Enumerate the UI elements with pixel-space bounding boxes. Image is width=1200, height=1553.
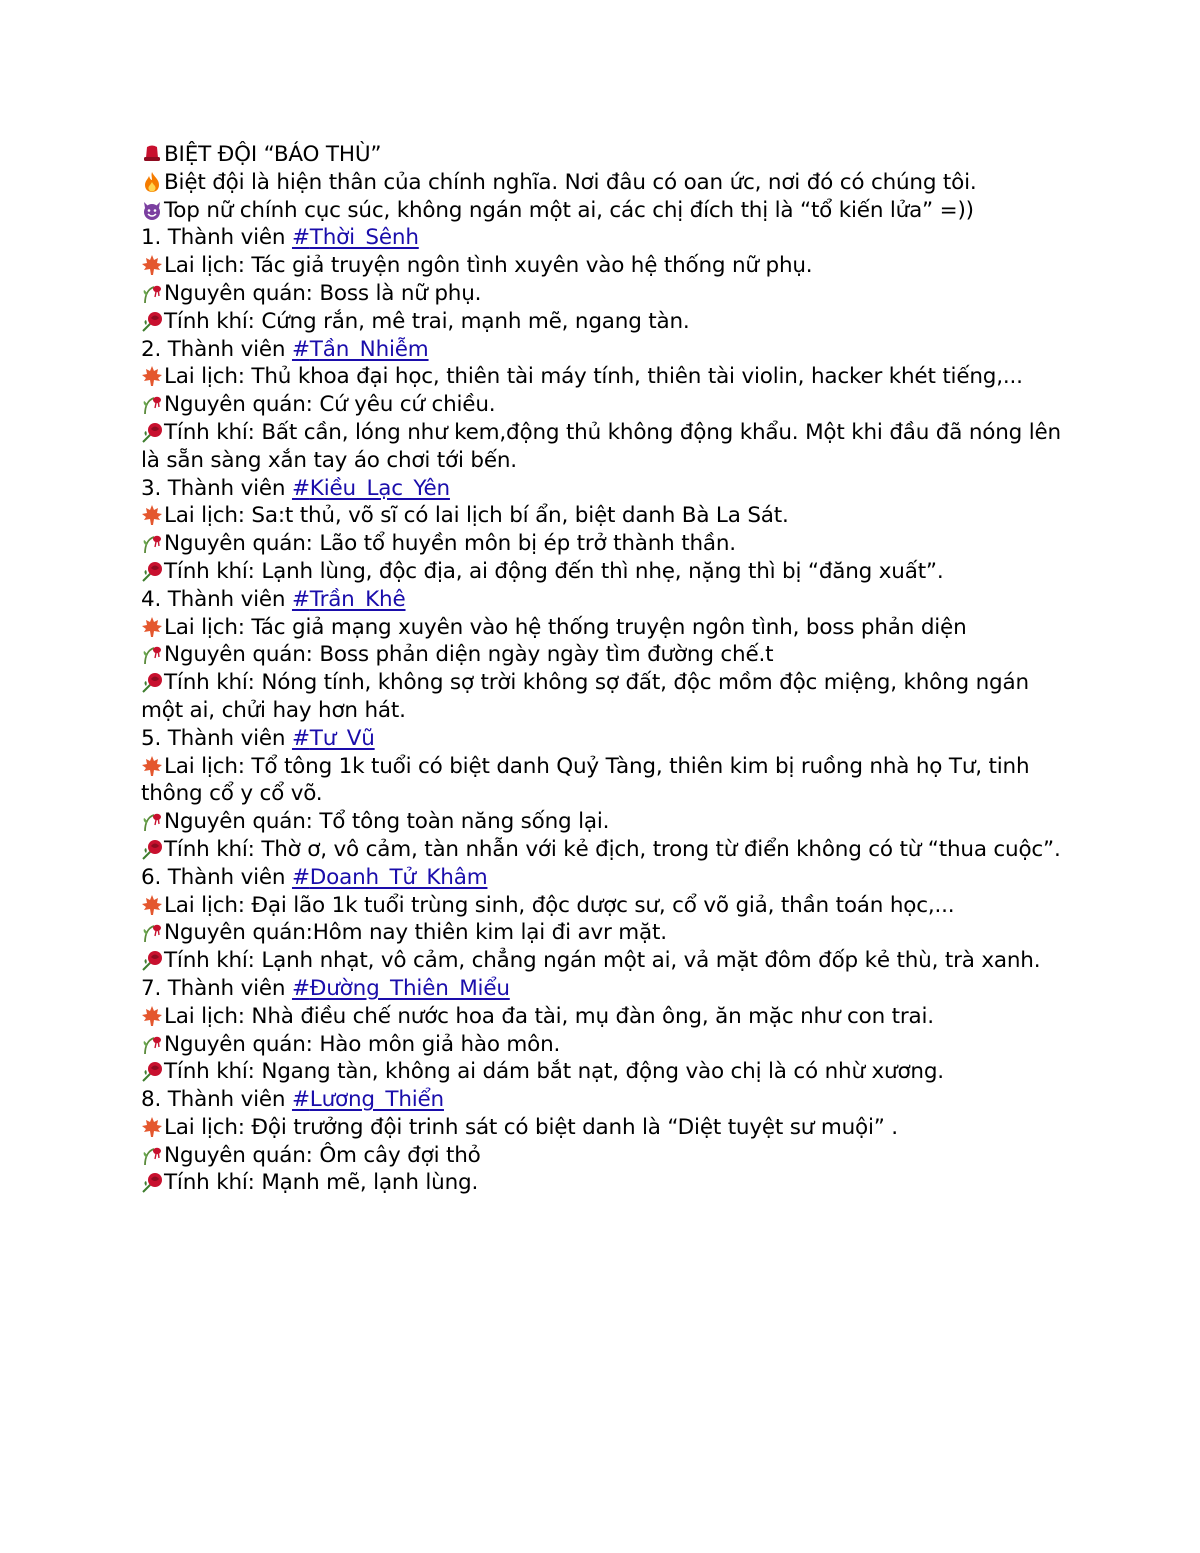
member-tinh-khi-text: Tính khí: Ngang tàn, không ai dám bắt nạt, động vào chị là có nhừ xương. [164,1059,944,1085]
red-rose-icon [141,949,163,971]
member-tinh-khi-text: Tính khí: Bất cần, lóng như kem,động thủ không động khẩu. Một khi đầu đã nóng lên là sẵn sàng xắn tay áo chơi tới bến. [141,419,1061,473]
maple-leaf-icon [141,616,163,638]
member-entry [141,475,1071,586]
member-nguyen-quan [141,280,1071,308]
member-tinh-khi [141,308,1071,336]
member-tinh-khi-text: Tính khí: Cứng rắn, mê trai, mạnh mẽ, ngang tàn. [164,308,690,334]
member-nguyen-quan [141,641,1071,669]
member-entry [141,1086,1071,1197]
document-body [141,141,1071,1197]
intro-line-1 [141,169,1071,197]
member-nguyen-quan-text: Nguyên quán: Lão tổ huyền môn bị ép trở thành thần. [164,531,736,557]
member-tinh-khi [141,947,1071,975]
member-heading-text: 6. Thành viên [141,864,292,890]
member-hashtag-link[interactable]: # Tần_Nhiễm [292,337,429,362]
document-title-text: BIỆT ĐỘI “BÁO THÙ” [164,142,382,167]
member-heading [141,975,1071,1003]
member-nguyen-quan [141,1142,1071,1170]
member-lai-lich-text: Lai lịch: Tác giả truyện ngôn tình xuyên vào hệ thống nữ phụ. [164,253,813,279]
member-heading-text: 8. Thành viên [141,1087,292,1113]
member-entry [141,725,1071,864]
intro-text-2: Top nữ chính cục súc, không ngán một ai, các chị đích thị là “tổ kiến lửa” =)) [164,197,974,223]
member-lai-lich [141,1114,1071,1142]
member-hashtag-link[interactable]: # Kiều_Lạc_Yên [292,476,450,501]
red-hat-icon [141,143,163,165]
member-nguyen-quan [141,808,1071,836]
member-nguyen-quan [141,530,1071,558]
member-lai-lich-text: Lai lịch: Đội trưởng đội trinh sát có biệt danh là “Diệt tuyệt sư muội” . [164,1114,898,1140]
maple-leaf-icon [141,1005,163,1027]
wilted-flower-icon [141,532,163,554]
member-lai-lich [141,363,1071,391]
member-nguyen-quan-text: Nguyên quán:Hôm nay thiên kim lại đi avr mặt. [164,920,667,946]
member-lai-lich [141,1003,1071,1031]
member-tinh-khi-text: Tính khí: Lạnh lùng, độc địa, ai động đến thì nhẹ, nặng thì bị “đăng xuất”. [164,558,944,584]
member-heading-text: 5. Thành viên [141,725,292,751]
member-lai-lich-text: Lai lịch: Tổ tông 1k tuổi có biệt danh Quỷ Tàng, thiên kim bị ruồng nhà họ Tư, tinh thông cổ y cổ võ. [141,753,1030,807]
red-rose-icon [141,310,163,332]
wilted-flower-icon [141,282,163,304]
member-lai-lich-text: Lai lịch: Sa:t thủ, võ sĩ có lai lịch bí ẩn, biệt danh Bà La Sát. [164,503,789,529]
member-tinh-khi [141,1169,1071,1197]
member-nguyen-quan-text: Nguyên quán: Tổ tông toàn năng sống lại. [164,809,610,835]
member-tinh-khi-text: Tính khí: Nóng tính, không sợ trời không sợ đất, độc mồm độc miệng, không ngán một ai, chửi hay hơn hát. [141,670,1029,723]
member-heading [141,725,1071,753]
member-tinh-khi-text: Tính khí: Lạnh nhạt, vô cảm, chẳng ngán một ai, vả mặt đôm đốp kẻ thù, trà xanh. [164,948,1041,974]
maple-leaf-icon [141,254,163,276]
member-nguyen-quan-text: Nguyên quán: Ôm cây đợi thỏ [164,1142,481,1168]
member-heading [141,224,1071,252]
member-tinh-khi-text: Tính khí: Thờ ơ, vô cảm, tàn nhẫn với kẻ địch, trong từ điển không có từ “thua cuộc”. [164,836,1061,862]
maple-leaf-icon [141,755,163,777]
member-lai-lich-text: Lai lịch: Thủ khoa đại học, thiên tài máy tính, thiên tài violin, hacker khét tiếng,... [164,364,1023,390]
member-entry [141,224,1071,335]
fire-icon [141,171,163,193]
red-rose-icon [141,1060,163,1082]
member-hashtag-link[interactable]: # Đường_Thiên_Miểu [292,976,510,1001]
member-heading [141,864,1071,892]
maple-leaf-icon [141,365,163,387]
member-lai-lich-text: Lai lịch: Tác giả mạng xuyên vào hệ thống truyện ngôn tình, boss phản diện [164,614,967,640]
member-lai-lich [141,252,1071,280]
member-heading [141,336,1071,364]
devil-face-icon [141,199,163,221]
member-lai-lich-text: Lai lịch: Đại lão 1k tuổi trùng sinh, độc dược sư, cổ võ giả, thần toán học,... [164,892,955,918]
document-title [141,141,1071,169]
member-lai-lich-text: Lai lịch: Nhà điều chế nước hoa đa tài, mụ đàn ông, ăn mặc như con trai. [164,1003,934,1029]
member-heading-text: 2. Thành viên [141,336,292,362]
member-heading [141,586,1071,614]
red-rose-icon [141,838,163,860]
wilted-flower-icon [141,810,163,832]
member-heading [141,1086,1071,1114]
member-heading-text: 3. Thành viên [141,475,292,501]
member-entry [141,864,1071,975]
member-lai-lich [141,892,1071,920]
member-nguyen-quan-text: Nguyên quán: Cứ yêu cứ chiều. [164,392,496,418]
wilted-flower-icon [141,643,163,665]
intro-text-1: Biệt đội là hiện thân của chính nghĩa. Nơi đâu có oan ức, nơi đó có chúng tôi. [164,169,977,195]
member-nguyen-quan [141,391,1071,419]
member-list [141,224,1071,1197]
member-heading-text: 4. Thành viên [141,586,292,612]
member-tinh-khi [141,419,1071,475]
member-nguyen-quan-text: Nguyên quán: Boss là nữ phụ. [164,280,482,306]
member-hashtag-link[interactable]: # Trần_Khê [292,587,406,612]
member-tinh-khi [141,558,1071,586]
member-heading [141,475,1071,503]
member-nguyen-quan-text: Nguyên quán: Boss phản diện ngày ngày tìm đường chế.t [164,642,774,668]
maple-leaf-icon [141,504,163,526]
member-entry [141,336,1071,475]
member-hashtag-link[interactable]: # Thời_Sênh [292,225,419,250]
intro-line-2 [141,197,1071,225]
member-tinh-khi [141,669,1071,725]
member-heading-text: 1. Thành viên [141,225,292,251]
member-lai-lich [141,614,1071,642]
member-tinh-khi [141,836,1071,864]
member-hashtag-link[interactable]: # Tư_Vũ [292,726,375,751]
red-rose-icon [141,671,163,693]
red-rose-icon [141,560,163,582]
wilted-flower-icon [141,393,163,415]
member-tinh-khi [141,1058,1071,1086]
member-hashtag-link[interactable]: # Doanh_Tử_Khâm [292,865,487,890]
red-rose-icon [141,421,163,443]
maple-leaf-icon [141,894,163,916]
wilted-flower-icon [141,921,163,943]
red-rose-icon [141,1171,163,1193]
wilted-flower-icon [141,1144,163,1166]
member-heading-text: 7. Thành viên [141,975,292,1001]
member-entry [141,586,1071,725]
member-hashtag-link[interactable]: # Lương_Thiển [292,1087,444,1112]
maple-leaf-icon [141,1116,163,1138]
wilted-flower-icon [141,1033,163,1055]
member-lai-lich [141,753,1071,809]
member-nguyen-quan [141,919,1071,947]
member-tinh-khi-text: Tính khí: Mạnh mẽ, lạnh lùng. [164,1170,479,1196]
member-nguyen-quan-text: Nguyên quán: Hào môn giả hào môn. [164,1031,561,1057]
member-lai-lich [141,502,1071,530]
member-entry [141,975,1071,1086]
member-nguyen-quan [141,1031,1071,1059]
